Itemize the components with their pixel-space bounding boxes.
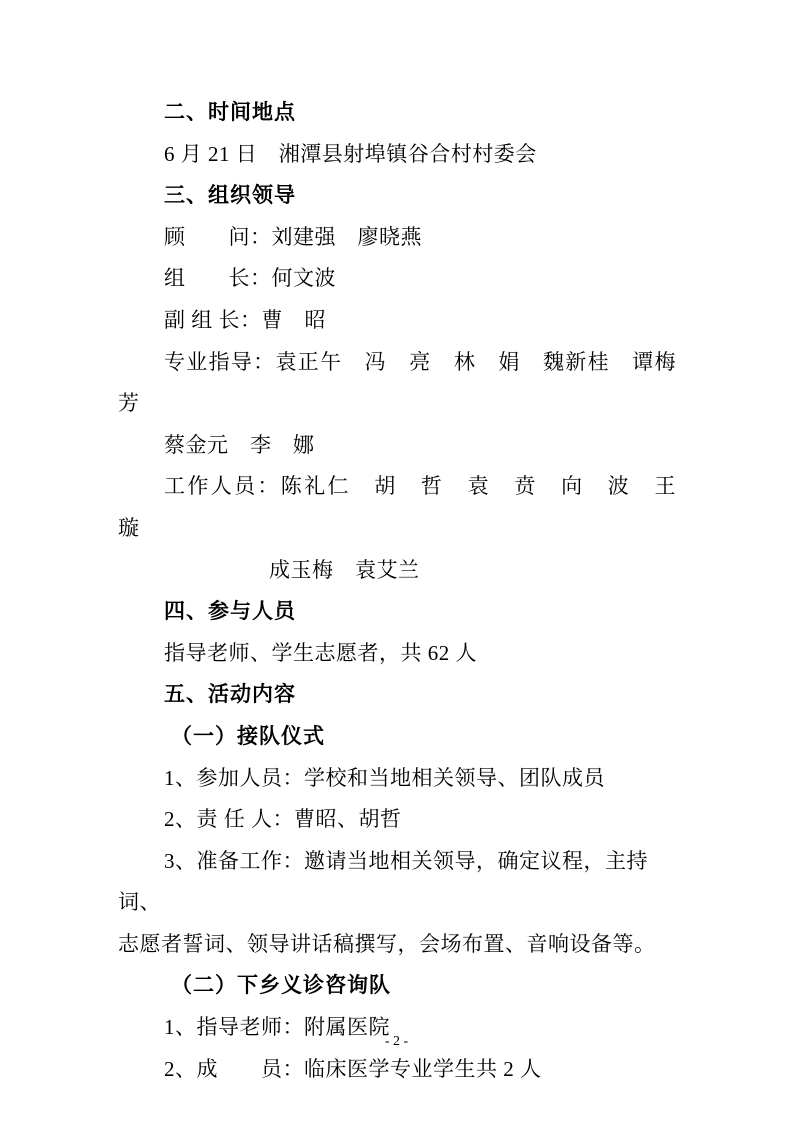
subheading-ceremony: （一）接队仪式 [171,723,325,748]
advisor-line: 顾 问：刘建强 廖晓燕 [164,224,422,249]
page-number: - 2 - [384,1034,409,1049]
ceremony-responsible-line: 2、责 任 人：曹昭、胡哲 [164,807,402,832]
heading-organization: 三、组织领导 [164,184,296,208]
ceremony-preparation-continued: 志愿者誓词、领导讲话稿撰写，会场布置、音响设备等。 [118,931,656,956]
date-location-line: 6 月 21 日 湘潭县射埠镇谷合村村委会 [164,141,537,166]
clinic-teachers-line: 1、指导老师：附属医院 [164,1015,390,1040]
professional-guidance-continued: 蔡金元 李 娜 [164,432,315,457]
group-leader-line: 组 长：何文波 [164,266,336,291]
ceremony-participants-line: 1、参加人员：学校和当地相关领导、团队成员 [164,765,605,790]
deputy-leader-line: 副 组 长：曹 昭 [164,307,326,332]
staff-continued: 成玉梅 袁艾兰 [269,557,420,582]
participants-line: 指导老师、学生志愿者，共 62 人 [164,640,477,665]
heading-participants: 四、参与人员 [164,600,296,624]
ceremony-preparation-line: 3、准备工作：邀请当地相关领导，确定议程，主持词、 [118,848,648,915]
subheading-clinic-team: （二）下乡义诊咨询队 [171,973,391,998]
heading-activities: 五、活动内容 [164,683,296,707]
staff-line: 工作人员：陈礼仁 胡 哲 袁 贲 向 波 王 璇 [118,474,698,540]
document-body [118,0,698,1090]
professional-guidance-line: 专业指导：袁正午 冯 亮 林 娟 魏新桂 谭梅芳 [118,349,676,416]
clinic-members-line: 2、成 员：临床医学专业学生共 2 人 [164,1056,542,1081]
heading-time-place: 二、时间地点 [164,101,296,124]
